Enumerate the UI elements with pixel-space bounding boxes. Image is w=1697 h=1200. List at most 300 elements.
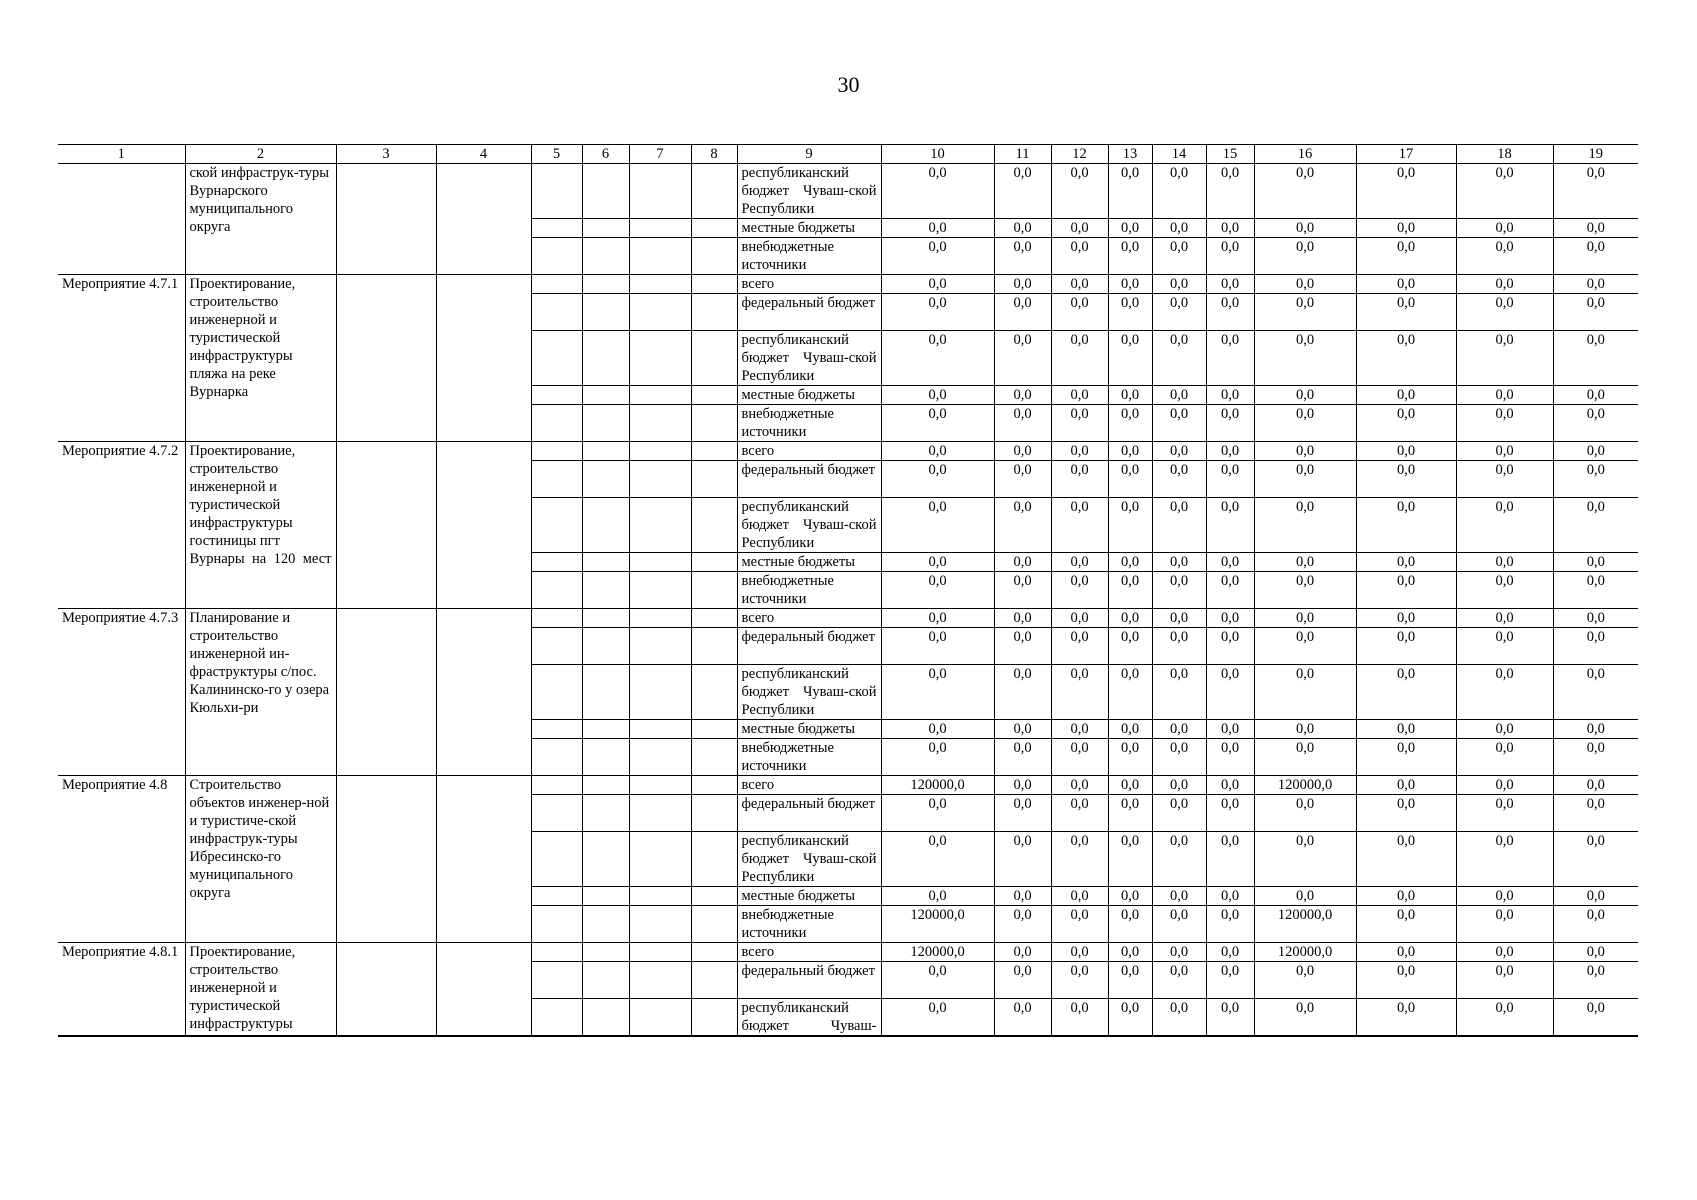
amount-cell: 0,0 (1206, 628, 1254, 665)
column-number-cell: 6 (582, 145, 629, 164)
budget-table (58, 144, 1638, 1037)
amount-cell: 0,0 (1254, 628, 1356, 665)
amount-cell: 0,0 (1356, 442, 1456, 461)
amount-cell: 0,0 (1051, 219, 1108, 238)
empty-cell (531, 164, 582, 219)
empty-cell (629, 386, 691, 405)
event-name-cell: Проектирование, строительство инженерной и туристической инфраструктуры (185, 943, 336, 1037)
funding-source-cell: внебюджетные источники (737, 405, 881, 442)
amount-cell: 0,0 (881, 720, 994, 739)
funding-source-cell: всего (737, 275, 881, 294)
amount-cell: 0,0 (1356, 498, 1456, 553)
empty-cell (582, 461, 629, 498)
amount-cell: 0,0 (1456, 776, 1553, 795)
amount-cell: 0,0 (881, 386, 994, 405)
event-code-cell: Мероприятие 4.7.3 (58, 609, 185, 776)
amount-cell: 0,0 (1152, 572, 1206, 609)
amount-cell: 0,0 (1206, 331, 1254, 386)
empty-cell (531, 405, 582, 442)
amount-cell: 0,0 (1356, 776, 1456, 795)
amount-cell: 0,0 (881, 461, 994, 498)
amount-cell: 0,0 (994, 665, 1051, 720)
empty-cell (691, 294, 737, 331)
empty-cell (582, 795, 629, 832)
amount-cell: 0,0 (1051, 553, 1108, 572)
empty-cell (629, 461, 691, 498)
column-number-cell: 12 (1051, 145, 1108, 164)
amount-cell: 0,0 (1051, 962, 1108, 999)
amount-cell: 0,0 (1051, 943, 1108, 962)
amount-cell: 0,0 (1456, 219, 1553, 238)
amount-cell: 0,0 (1051, 665, 1108, 720)
column-number-cell: 5 (531, 145, 582, 164)
empty-cell (582, 776, 629, 795)
empty-cell (582, 275, 629, 294)
empty-cell (582, 219, 629, 238)
amount-cell: 0,0 (994, 962, 1051, 999)
empty-cell (531, 386, 582, 405)
amount-cell: 0,0 (1206, 906, 1254, 943)
empty-cell (691, 498, 737, 553)
amount-cell: 0,0 (1553, 906, 1638, 943)
amount-cell: 0,0 (1051, 405, 1108, 442)
amount-cell: 0,0 (1254, 609, 1356, 628)
amount-cell: 0,0 (1051, 572, 1108, 609)
amount-cell: 0,0 (1108, 405, 1152, 442)
amount-cell: 0,0 (1456, 795, 1553, 832)
empty-cell (531, 832, 582, 887)
amount-cell: 0,0 (1206, 294, 1254, 331)
amount-cell: 0,0 (1456, 999, 1553, 1037)
amount-cell: 0,0 (1356, 795, 1456, 832)
amount-cell: 0,0 (1356, 906, 1456, 943)
empty-cell (691, 999, 737, 1037)
amount-cell: 0,0 (1152, 442, 1206, 461)
amount-cell: 0,0 (1553, 628, 1638, 665)
funding-source-cell: федеральный бюджет (737, 294, 881, 331)
amount-cell: 0,0 (1152, 943, 1206, 962)
event-code-cell (58, 164, 185, 275)
event-name-cell: Планирование и строительство инженерной ин-фраструктуры с/пос. Калининско-го у озера Кюльхи-ри (185, 609, 336, 776)
table-row (58, 164, 1638, 219)
amount-cell: 0,0 (994, 795, 1051, 832)
empty-cell (582, 739, 629, 776)
amount-cell: 0,0 (994, 442, 1051, 461)
amount-cell: 0,0 (1206, 795, 1254, 832)
amount-cell: 0,0 (1553, 386, 1638, 405)
amount-cell: 0,0 (994, 999, 1051, 1037)
amount-cell: 0,0 (1206, 219, 1254, 238)
amount-cell: 0,0 (994, 720, 1051, 739)
empty-cell (582, 887, 629, 906)
amount-cell: 0,0 (1456, 553, 1553, 572)
amount-cell: 0,0 (1108, 665, 1152, 720)
amount-cell: 0,0 (1206, 832, 1254, 887)
amount-cell: 0,0 (1152, 628, 1206, 665)
amount-cell: 0,0 (1108, 294, 1152, 331)
empty-cell (629, 832, 691, 887)
amount-cell: 0,0 (1152, 331, 1206, 386)
amount-cell: 0,0 (1254, 795, 1356, 832)
amount-cell: 0,0 (994, 461, 1051, 498)
empty-cell (582, 999, 629, 1037)
amount-cell: 0,0 (1553, 887, 1638, 906)
amount-cell: 0,0 (1553, 609, 1638, 628)
amount-cell: 0,0 (1553, 999, 1638, 1037)
amount-cell: 0,0 (1356, 962, 1456, 999)
amount-cell: 0,0 (1152, 609, 1206, 628)
amount-cell: 0,0 (1152, 461, 1206, 498)
table-row (58, 776, 1638, 795)
amount-cell: 0,0 (1356, 553, 1456, 572)
amount-cell: 0,0 (1152, 386, 1206, 405)
empty-cell (629, 498, 691, 553)
amount-cell: 0,0 (1206, 776, 1254, 795)
table-row (58, 275, 1638, 294)
amount-cell: 0,0 (1456, 887, 1553, 906)
funding-source-cell: внебюджетные источники (737, 906, 881, 943)
empty-cell (629, 739, 691, 776)
amount-cell: 0,0 (881, 739, 994, 776)
amount-cell: 0,0 (1456, 609, 1553, 628)
amount-cell: 0,0 (1356, 832, 1456, 887)
amount-cell: 0,0 (1456, 498, 1553, 553)
amount-cell: 0,0 (1051, 331, 1108, 386)
event-name-cell: Проектирование, строительство инженерной и туристической инфраструктуры пляжа на реке Вурнарка (185, 275, 336, 442)
empty-cell (436, 275, 531, 442)
column-number-cell: 7 (629, 145, 691, 164)
amount-cell: 0,0 (1553, 275, 1638, 294)
amount-cell: 0,0 (881, 498, 994, 553)
funding-source-cell: всего (737, 943, 881, 962)
empty-cell (629, 795, 691, 832)
empty-cell (582, 962, 629, 999)
amount-cell: 0,0 (1356, 665, 1456, 720)
amount-cell: 0,0 (881, 665, 994, 720)
empty-cell (582, 238, 629, 275)
empty-cell (582, 720, 629, 739)
column-number-cell: 11 (994, 145, 1051, 164)
empty-cell (629, 238, 691, 275)
amount-cell: 0,0 (1206, 386, 1254, 405)
amount-cell: 0,0 (1254, 739, 1356, 776)
amount-cell: 0,0 (1356, 461, 1456, 498)
amount-cell: 0,0 (1152, 739, 1206, 776)
empty-cell (531, 238, 582, 275)
event-code-cell: Мероприятие 4.7.2 (58, 442, 185, 609)
empty-cell (691, 665, 737, 720)
amount-cell: 0,0 (1254, 238, 1356, 275)
amount-cell: 0,0 (1456, 832, 1553, 887)
amount-cell: 0,0 (994, 906, 1051, 943)
empty-cell (582, 294, 629, 331)
amount-cell: 0,0 (1456, 164, 1553, 219)
amount-cell: 0,0 (1108, 628, 1152, 665)
amount-cell: 0,0 (1206, 999, 1254, 1037)
amount-cell: 0,0 (881, 442, 994, 461)
empty-cell (582, 906, 629, 943)
amount-cell: 0,0 (881, 795, 994, 832)
funding-source-cell: всего (737, 609, 881, 628)
empty-cell (531, 887, 582, 906)
amount-cell: 0,0 (994, 832, 1051, 887)
amount-cell: 0,0 (1108, 739, 1152, 776)
amount-cell: 0,0 (881, 294, 994, 331)
amount-cell: 0,0 (1206, 553, 1254, 572)
amount-cell: 0,0 (1254, 442, 1356, 461)
empty-cell (629, 572, 691, 609)
empty-cell (582, 665, 629, 720)
empty-cell (582, 498, 629, 553)
amount-cell: 0,0 (1108, 386, 1152, 405)
table-row (58, 943, 1638, 962)
amount-cell: 0,0 (881, 609, 994, 628)
empty-cell (436, 776, 531, 943)
amount-cell: 0,0 (881, 219, 994, 238)
amount-cell: 0,0 (1456, 331, 1553, 386)
amount-cell: 0,0 (1456, 628, 1553, 665)
empty-cell (629, 962, 691, 999)
amount-cell: 0,0 (1356, 943, 1456, 962)
empty-cell (531, 572, 582, 609)
amount-cell: 0,0 (1456, 906, 1553, 943)
amount-cell: 0,0 (1108, 331, 1152, 386)
amount-cell: 0,0 (1254, 962, 1356, 999)
amount-cell: 0,0 (1553, 739, 1638, 776)
amount-cell: 0,0 (1051, 795, 1108, 832)
amount-cell: 0,0 (1356, 164, 1456, 219)
column-number-cell: 3 (336, 145, 436, 164)
empty-cell (336, 442, 436, 609)
empty-cell (691, 628, 737, 665)
amount-cell: 0,0 (994, 275, 1051, 294)
funding-source-cell: местные бюджеты (737, 386, 881, 405)
amount-cell: 0,0 (1051, 776, 1108, 795)
amount-cell: 0,0 (1206, 498, 1254, 553)
amount-cell: 0,0 (1356, 999, 1456, 1037)
empty-cell (531, 275, 582, 294)
empty-cell (582, 164, 629, 219)
amount-cell: 0,0 (1152, 962, 1206, 999)
amount-cell: 0,0 (1051, 887, 1108, 906)
event-name-cell: Строительство объектов инженер-ной и туристиче-ской инфраструк-туры Ибресинско-го муниципального округа (185, 776, 336, 943)
funding-source-cell: всего (737, 442, 881, 461)
funding-source-cell: федеральный бюджет (737, 795, 881, 832)
amount-cell: 0,0 (1152, 219, 1206, 238)
funding-source-cell: республиканский бюджет Чуваш-ской Республики (737, 164, 881, 219)
empty-cell (531, 665, 582, 720)
funding-source-cell: местные бюджеты (737, 720, 881, 739)
amount-cell: 0,0 (1553, 720, 1638, 739)
amount-cell: 0,0 (1206, 665, 1254, 720)
amount-cell: 0,0 (1051, 442, 1108, 461)
amount-cell: 0,0 (1152, 275, 1206, 294)
empty-cell (531, 776, 582, 795)
amount-cell: 0,0 (881, 999, 994, 1037)
amount-cell: 0,0 (1553, 498, 1638, 553)
empty-cell (629, 609, 691, 628)
empty-cell (531, 906, 582, 943)
empty-cell (582, 405, 629, 442)
amount-cell: 0,0 (1456, 572, 1553, 609)
empty-cell (531, 442, 582, 461)
empty-cell (691, 962, 737, 999)
empty-cell (531, 331, 582, 386)
amount-cell: 0,0 (1051, 294, 1108, 331)
funding-source-cell: внебюджетные источники (737, 572, 881, 609)
amount-cell: 0,0 (1254, 164, 1356, 219)
empty-cell (629, 294, 691, 331)
empty-cell (629, 219, 691, 238)
amount-cell: 0,0 (1254, 498, 1356, 553)
amount-cell: 0,0 (1553, 405, 1638, 442)
amount-cell: 0,0 (1152, 665, 1206, 720)
amount-cell: 0,0 (1456, 386, 1553, 405)
column-number-cell: 17 (1356, 145, 1456, 164)
empty-cell (691, 553, 737, 572)
funding-source-cell: федеральный бюджет (737, 962, 881, 999)
empty-cell (629, 628, 691, 665)
amount-cell: 0,0 (1206, 238, 1254, 275)
amount-cell: 0,0 (1553, 238, 1638, 275)
empty-cell (336, 776, 436, 943)
empty-cell (436, 943, 531, 1037)
amount-cell: 0,0 (1108, 553, 1152, 572)
amount-cell: 0,0 (1254, 665, 1356, 720)
empty-cell (691, 442, 737, 461)
empty-cell (629, 999, 691, 1037)
column-number-cell: 10 (881, 145, 994, 164)
amount-cell: 0,0 (1456, 405, 1553, 442)
empty-cell (582, 331, 629, 386)
empty-cell (582, 628, 629, 665)
empty-cell (436, 164, 531, 275)
amount-cell: 0,0 (1553, 294, 1638, 331)
event-code-cell: Мероприятие 4.8.1 (58, 943, 185, 1037)
amount-cell: 0,0 (1553, 943, 1638, 962)
amount-cell: 0,0 (1108, 906, 1152, 943)
amount-cell: 0,0 (1152, 887, 1206, 906)
amount-cell: 0,0 (1051, 832, 1108, 887)
amount-cell: 0,0 (1152, 906, 1206, 943)
empty-cell (691, 795, 737, 832)
amount-cell: 0,0 (994, 331, 1051, 386)
amount-cell: 0,0 (1152, 999, 1206, 1037)
amount-cell: 0,0 (994, 887, 1051, 906)
amount-cell: 0,0 (994, 405, 1051, 442)
amount-cell: 0,0 (1108, 999, 1152, 1037)
amount-cell: 0,0 (1356, 331, 1456, 386)
amount-cell: 0,0 (1254, 832, 1356, 887)
column-number-cell: 13 (1108, 145, 1152, 164)
empty-cell (691, 906, 737, 943)
amount-cell: 0,0 (1553, 442, 1638, 461)
amount-cell: 0,0 (1456, 665, 1553, 720)
amount-cell: 0,0 (1051, 906, 1108, 943)
amount-cell: 0,0 (1553, 572, 1638, 609)
funding-source-cell: республиканский бюджет Чуваш-ской Республики (737, 331, 881, 386)
amount-cell: 0,0 (1152, 405, 1206, 442)
event-name-cell: Проектирование, строительство инженерной и туристической инфраструктуры гостиницы пгт Вурнары на 120 мест (185, 442, 336, 609)
empty-cell (531, 553, 582, 572)
amount-cell: 0,0 (1206, 275, 1254, 294)
amount-cell: 0,0 (881, 275, 994, 294)
amount-cell: 0,0 (1254, 219, 1356, 238)
amount-cell: 0,0 (1356, 572, 1456, 609)
amount-cell: 0,0 (1108, 609, 1152, 628)
empty-cell (531, 628, 582, 665)
funding-source-cell: местные бюджеты (737, 219, 881, 238)
page-number: 30 (837, 72, 860, 97)
amount-cell: 0,0 (1051, 275, 1108, 294)
amount-cell: 0,0 (1108, 275, 1152, 294)
amount-cell: 0,0 (1456, 238, 1553, 275)
empty-cell (531, 498, 582, 553)
amount-cell: 0,0 (1356, 405, 1456, 442)
amount-cell: 0,0 (1206, 609, 1254, 628)
amount-cell: 0,0 (1254, 331, 1356, 386)
amount-cell: 0,0 (994, 238, 1051, 275)
amount-cell: 0,0 (1254, 294, 1356, 331)
amount-cell: 0,0 (1108, 498, 1152, 553)
empty-cell (691, 943, 737, 962)
amount-cell: 0,0 (1254, 553, 1356, 572)
empty-cell (531, 795, 582, 832)
amount-cell: 120000,0 (1254, 943, 1356, 962)
empty-cell (531, 943, 582, 962)
empty-cell (629, 665, 691, 720)
amount-cell: 0,0 (1051, 238, 1108, 275)
amount-cell: 0,0 (1051, 386, 1108, 405)
amount-cell: 0,0 (994, 219, 1051, 238)
amount-cell: 0,0 (881, 887, 994, 906)
amount-cell: 0,0 (1108, 720, 1152, 739)
amount-cell: 0,0 (881, 832, 994, 887)
empty-cell (336, 609, 436, 776)
funding-source-cell: местные бюджеты (737, 887, 881, 906)
amount-cell: 0,0 (1553, 795, 1638, 832)
amount-cell: 0,0 (994, 776, 1051, 795)
amount-cell: 0,0 (1051, 628, 1108, 665)
empty-cell (691, 776, 737, 795)
amount-cell: 0,0 (881, 164, 994, 219)
empty-cell (691, 405, 737, 442)
empty-cell (629, 887, 691, 906)
amount-cell: 0,0 (1553, 461, 1638, 498)
empty-cell (436, 442, 531, 609)
amount-cell: 0,0 (1206, 887, 1254, 906)
amount-cell: 0,0 (1206, 962, 1254, 999)
empty-cell (531, 720, 582, 739)
funding-source-cell: внебюджетные источники (737, 739, 881, 776)
amount-cell: 120000,0 (1254, 906, 1356, 943)
amount-cell: 0,0 (1206, 164, 1254, 219)
empty-cell (531, 739, 582, 776)
empty-cell (691, 219, 737, 238)
amount-cell: 0,0 (994, 609, 1051, 628)
amount-cell: 0,0 (1152, 553, 1206, 572)
amount-cell: 120000,0 (881, 776, 994, 795)
amount-cell: 0,0 (1108, 832, 1152, 887)
amount-cell: 0,0 (1254, 461, 1356, 498)
empty-cell (531, 294, 582, 331)
amount-cell: 0,0 (1456, 943, 1553, 962)
amount-cell: 0,0 (1553, 962, 1638, 999)
column-number-cell: 8 (691, 145, 737, 164)
event-code-cell: Мероприятие 4.8 (58, 776, 185, 943)
empty-cell (629, 553, 691, 572)
empty-cell (691, 739, 737, 776)
